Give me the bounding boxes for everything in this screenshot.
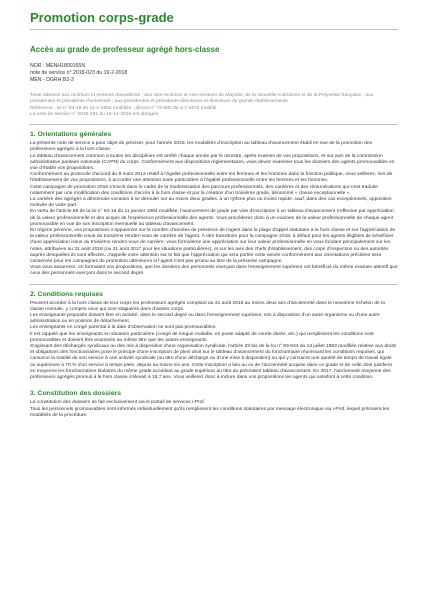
title-divider	[30, 29, 398, 30]
paragraph: Peuvent accéder à la hors classe de leur corps les professeurs agrégés comptant au 31 août 2018 au moins deux ans d'ancienneté dans le neuvième échelon de la classe normale, y compris ceux qui sont stagiaires dans d'autres corps.	[30, 300, 385, 312]
paragraph: La constitution des dossiers se fait exclusivement via le portail de services i-Prof.	[30, 400, 206, 406]
section-divider	[30, 284, 398, 285]
paragraph: La présente note de service a pour objet de préciser, pour l'année 2018, les modalités d'inscription au tableau d'avancement établi en vue de la promotion des professeurs agrégés à la hors classe.	[30, 141, 373, 153]
repeal-text: La note de service n° 2016-191 du 15-12-2016 est abrogée	[30, 111, 159, 117]
note-line: note de service n° 2018-023 du 19-2-2018	[30, 70, 128, 76]
page-title: Promotion corps-grade	[30, 10, 174, 25]
paragraph: Le tableau d'avancement commun à toutes les disciplines est arrêté chaque année par le ministre, après examen de vos propositions, et sur avis de la commission administrative paritaire nationale (CAPN) du corps. Conformément aux dispositions réglementaires, vous devez examiner tous les dossiers des agents promouvables en vue d'établir vos propositions.	[30, 153, 395, 171]
paragraph: En régime pérenne, vos propositions s'appuieront sur le nombre d'années de présence de l'agent dans la plage d'appel statutaire à la hors classe et sur l'appréciation de la valeur professionnelle issue du troisième rendez-vous de carrière de l'agent. À titre transitoire pour la campagne 2018, à défaut pour les agents éligibles de bénéficier d'une appréciation issue du troisième rendez-vous de carrière, vous formulerez une appréciation sur leur valeur professionnelle en vous fondant principalement sur les notes, attribuées au 31 août 2016 (ou 31 août 2017 pour les situations particulières), et sur les avis des chefs d'établissement, des corps d'inspection ou des autorités auprès desquelles ils sont affectés. J'appelle votre attention sur le fait que l'appréciation qui sera portée cette année conformément aux orientations précitées sera conservée pour les campagnes de promotion ultérieures si l'agent n'est pas promu au titre de la présente campagne.	[30, 228, 396, 265]
spacer	[30, 381, 398, 384]
abstract-block	[30, 93, 398, 118]
service-line: MEN - DGRH B2-3	[30, 77, 74, 83]
paragraph: Cette campagne de promotion 2018 s'inscrit dans le cadre de la modernisation des parcours professionnels, des carrières et des rémunérations qui s'est traduite notamment par une modification des conditions d'accès à la hors classe et par la création d'un troisième grade, dénommé « classe exceptionnelle ».	[30, 184, 378, 196]
paragraph: Il est rappelé que les enseignants en situation particulière (congé de longue maladie, en poste adapté de courte durée, etc.) qui remplissent les conditions sont promouvables et doivent être examinés au même titre que les autres enseignants.	[30, 331, 374, 343]
paragraph: Vous vous assurerez, en formulant vos propositions, que les dossiers des personnels exerçant dans l'enseignement supérieur ont bénéficié du même examen attentif que ceux des personnels exerçant dans le second degré.	[30, 265, 398, 277]
nor-line: NOR : MENH1800165N	[30, 63, 86, 69]
section-orientations	[30, 130, 398, 277]
section-heading: 3. Constitution des dossiers	[30, 390, 122, 398]
paragraph: Tous les personnels promouvables sont informés individuellement qu'ils remplissent les conditions statutaires par message électronique via i-Prof, lequel précisera les modalités de la procédure.	[30, 406, 390, 418]
paragraph: En vertu de l'article 58 de la loi n° 84-16 du 11 janvier 1984 modifiée, l'avancement de grade par voie d'inscription à un tableau d'avancement s'effectue par appréciation de la valeur professionnelle et des acquis de l'expérience professionnelle des agents. Vous procéderez donc à un examen de la valeur professionnelle de chaque agent promouvable en vue de son inscription éventuelle au tableau d'avancement.	[30, 209, 394, 227]
paragraph: Les enseignants proposés doivent être en activité, dans le second degré ou dans l'enseignement supérieur, mis à disposition d'un autre organisme ou d'une autre administration ou en position de détachement.	[30, 313, 380, 325]
reference-block	[30, 63, 398, 84]
section-divider	[30, 124, 398, 125]
document-subtitle: Accès au grade de professeur agrégé hors-classe	[30, 45, 220, 54]
addressees-text: Texte adressé aux rectrices et recteurs d'académie ; aux vice-rectrices et vice-recteurs de Mayotte, de la Nouvelle-Calédonie et de la Polynésie française ; aux présidentes et présidents d'université ; aux présidentes et présidents-directrices et directeurs de grands établissements	[30, 93, 374, 105]
legal-reference-text: Référence : loi n° 84-16 du 11-1-1984 modifiée ; décret n° 72-580 du 4-7-1972 modifié	[30, 105, 217, 111]
section-conditions	[30, 290, 398, 382]
paragraph: La carrière des agrégés a désormais vocation à se dérouler sur au moins deux grades, à un rythme plus ou moins rapide, sauf, dans des cas exceptionnels, opposition motivée de votre part.	[30, 197, 392, 209]
paragraph: Conformément au protocole d'accord du 8 mars 2013 relatif à l'égalité professionnelle entre les femmes et les hommes dans la fonction publique, vous veillerez, lors de l'établissement de vos propositions, à accorder une attention toute particulière à l'égalité professionnelle entre les femmes et les hommes.	[30, 172, 393, 184]
paragraph: Les enseignants en congé parental à la date d'observation ne sont pas promouvables.	[30, 325, 217, 331]
section-heading: 2. Conditions requises	[30, 290, 103, 298]
section-heading: 1. Orientations générales	[30, 131, 112, 139]
section-dossiers	[30, 389, 398, 419]
paragraph: S'agissant des déchargés syndicaux ou des mis à disposition d'une organisation syndicale, l'article 23 bis de la loi n° 83-634 du 13 juillet 1983 modifiée relative aux droits et obligations des fonctionnaires pose le principe d'une inscription de plein droit sur le tableau d'avancement du fonctionnaire réunissant les conditions requises, qui consacre la totalité de son service à une activité syndicale (ou titre d'une décharge ou d'une mise à disposition) ou qui y consacre une quotité de temps de travail égale ou supérieure à 70 % d'un service à temps plein, depuis au moins six ans. Cette inscription a lieu au vu de l'ancienneté acquise dans ce grade et de celle dont justifient en moyenne les fonctionnaires titulaires du même grade accédant au grade supérieur au titre du précédent tableau d'avancement. En 2017, l'ancienneté moyenne des professeurs agrégés promus à la hors classe s'élevait à 18,7 ans. Vous veillerez donc à inclure dans vos propositions les agents qui satisfont à cette condition.	[30, 344, 397, 381]
